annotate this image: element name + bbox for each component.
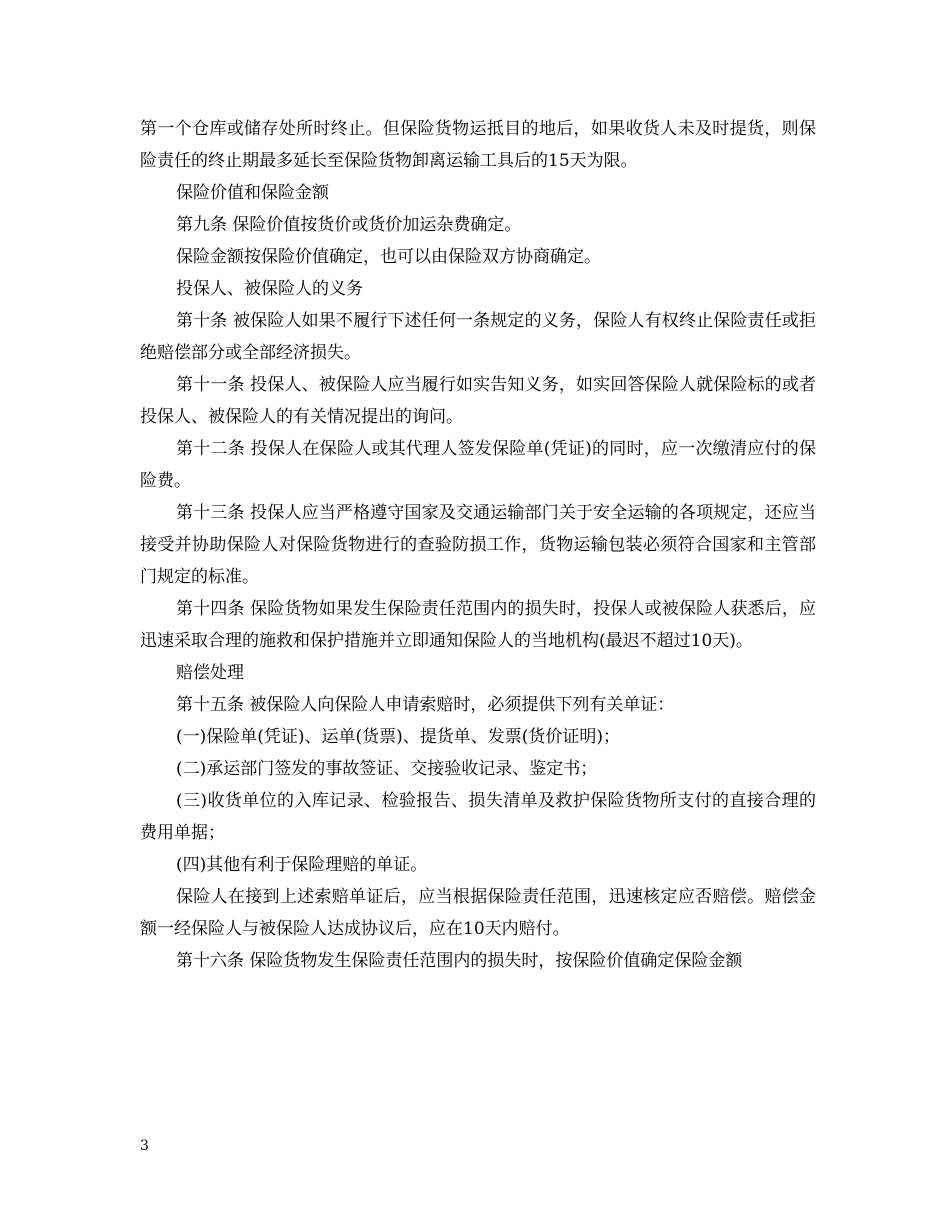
paragraph: 保险金额按保险价值确定，也可以由保险双方协商确定。 xyxy=(176,247,601,267)
paragraph: 第一个仓库或储存处所时终止。但保险货物运抵目的地后，如果收货人未及时提货，则保险责任的终止期最多延长至保险货物卸离运输工具后的15天为限。 xyxy=(140,119,816,171)
list-item: (四)其他有利于保险理赔的单证。 xyxy=(176,855,428,875)
section-heading: 投保人、被保险人的义务 xyxy=(176,279,363,299)
paragraph: 保险人在接到上述索赔单证后，应当根据保险责任范围，迅速核定应否赔偿。赔偿金额一经保险人与被保险人达成协议后，应在10天内赔付。 xyxy=(140,887,816,939)
paragraph: 第十二条 投保人在保险人或其代理人签发保险单(凭证)的同时，应一次缴清应付的保险费。 xyxy=(140,439,816,491)
document-body xyxy=(140,113,816,977)
page-number: 3 xyxy=(140,1138,149,1154)
section-heading: 保险价值和保险金额 xyxy=(176,183,329,203)
list-item: (一)保险单(凭证)、运单(货票)、提货单、发票(货价证明)； xyxy=(176,727,621,747)
section-heading: 赔偿处理 xyxy=(176,663,244,683)
list-item: (二)承运部门签发的事故签证、交接验收记录、鉴定书； xyxy=(176,759,598,779)
paragraph: 第十五条 被保险人向保险人申请索赔时，必须提供下列有关单证： xyxy=(176,695,675,715)
paragraph: 第十六条 保险货物发生保险责任范围内的损失时，按保险价值确定保险金额 xyxy=(176,951,743,971)
paragraph: 第十三条 投保人应当严格遵守国家及交通运输部门关于安全运输的各项规定，还应当接受并协助保险人对保险货物进行的查验防损工作，货物运输包装必须符合国家和主管部门规定的标准。 xyxy=(140,503,816,587)
paragraph: 第十条 被保险人如果不履行下述任何一条规定的义务，保险人有权终止保险责任或拒绝赔偿部分或全部经济损失。 xyxy=(140,311,816,363)
paragraph: 第十一条 投保人、被保险人应当履行如实告知义务，如实回答保险人就保险标的或者投保人、被保险人的有关情况提出的询问。 xyxy=(140,375,816,427)
paragraph: 第九条 保险价值按货价或货价加运杂费确定。 xyxy=(176,215,522,235)
paragraph: 第十四条 保险货物如果发生保险责任范围内的损失时，投保人或被保险人获悉后，应迅速采取合理的施救和保护措施并立即通知保险人的当地机构(最迟不超过10天)。 xyxy=(140,599,816,651)
list-item: (三)收货单位的入库记录、检验报告、损失清单及救护保险货物所支付的直接合理的费用单据； xyxy=(140,791,816,843)
